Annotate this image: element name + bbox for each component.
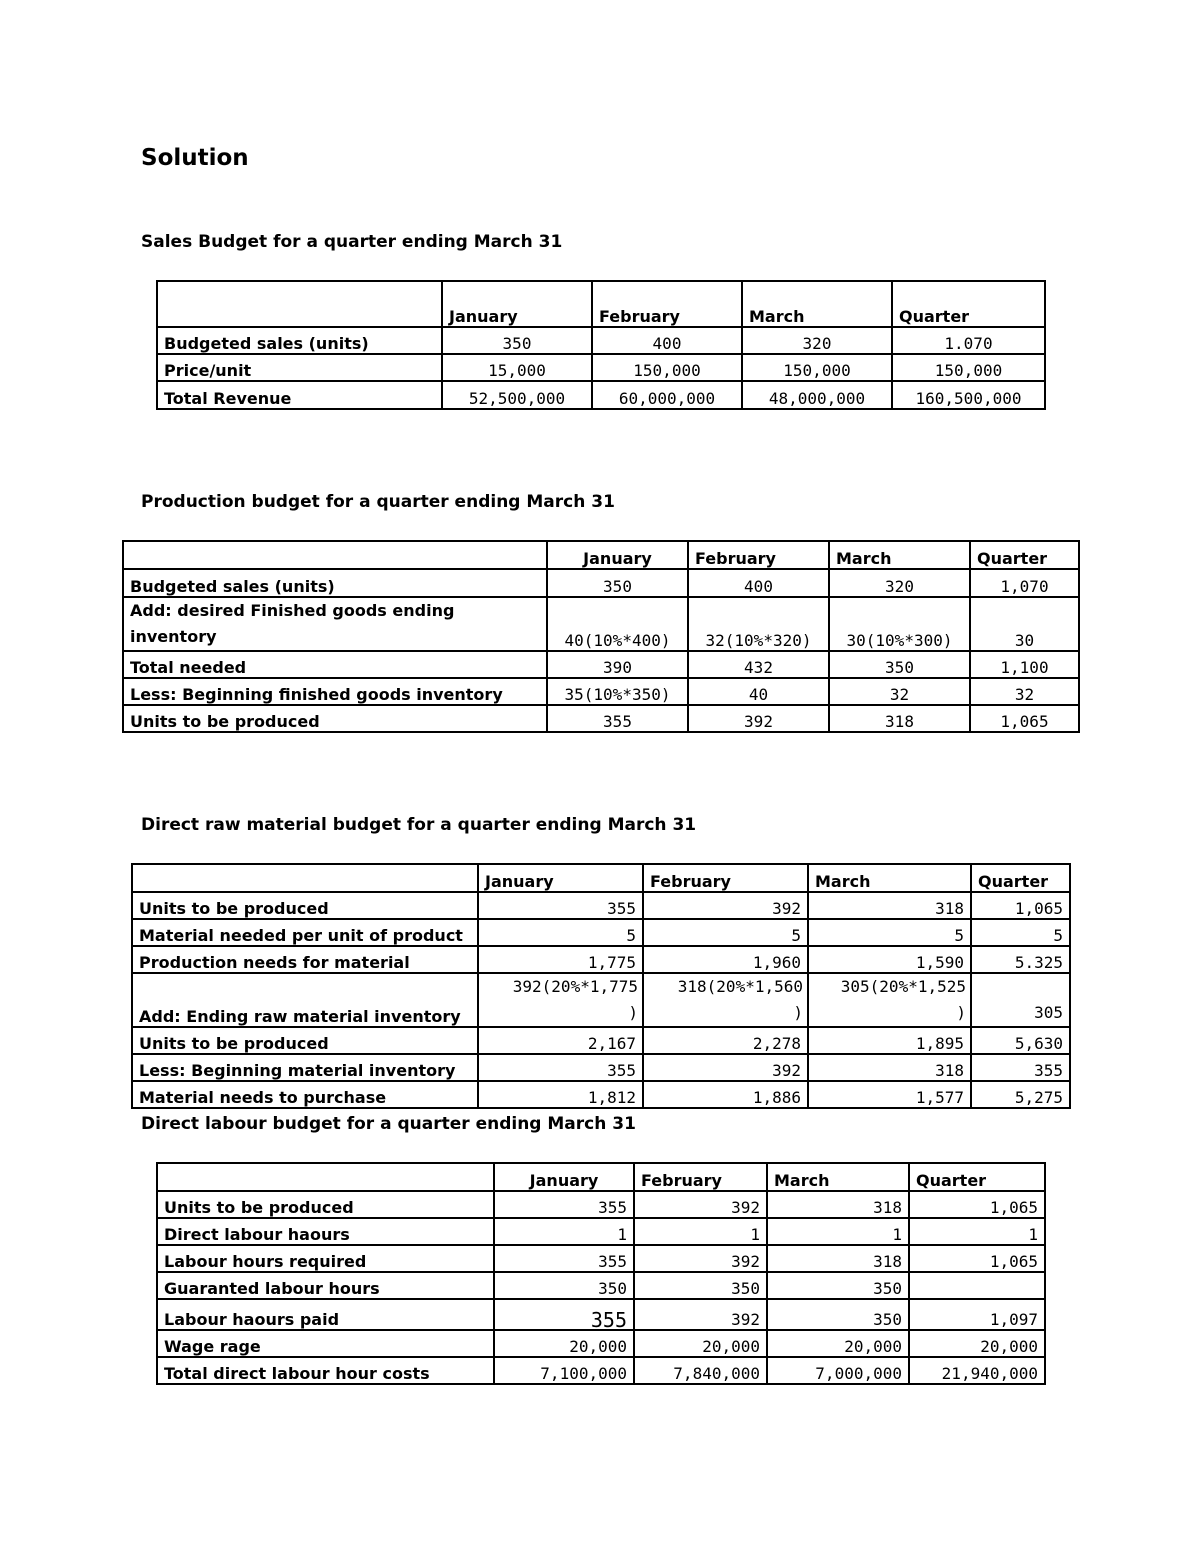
header-cell: Quarter xyxy=(970,541,1079,569)
table-cell: 32 xyxy=(829,678,970,705)
table-cell: 20,000 xyxy=(494,1330,634,1357)
table-cell: 20,000 xyxy=(767,1330,909,1357)
table-cell: 1,065 xyxy=(909,1191,1045,1218)
table-cell: 30 xyxy=(970,597,1079,651)
table-cell: 320 xyxy=(742,327,892,354)
table-cell: 1,775 xyxy=(478,946,643,973)
table-cell: 1,577 xyxy=(808,1081,971,1108)
table-cell: 52,500,000 xyxy=(442,381,592,409)
header-cell: March xyxy=(829,541,970,569)
row-label: Guaranted labour hours xyxy=(157,1272,494,1299)
table-cell: 150,000 xyxy=(892,354,1045,381)
table-cell: 1 xyxy=(767,1218,909,1245)
table-cell: 20,000 xyxy=(634,1330,767,1357)
table-row xyxy=(157,381,1045,409)
table-cell: 5 xyxy=(971,919,1070,946)
table-row xyxy=(157,1245,1045,1272)
table-row xyxy=(132,946,1070,973)
table-cell: 150,000 xyxy=(742,354,892,381)
cell-line: ) xyxy=(628,1003,638,1022)
row-label: Units to be produced xyxy=(157,1191,494,1218)
cell-line: 305(20%*1,525 xyxy=(840,977,966,996)
table-cell: 40 xyxy=(688,678,829,705)
table-row xyxy=(123,569,1079,597)
table-cell: 1,590 xyxy=(808,946,971,973)
table-cell: 60,000,000 xyxy=(592,381,742,409)
table-cell: 350 xyxy=(767,1272,909,1299)
header-cell: Quarter xyxy=(971,864,1070,892)
row-label: Budgeted sales (units) xyxy=(123,569,547,597)
table-cell: 1 xyxy=(494,1218,634,1245)
table-cell: 1,895 xyxy=(808,1027,971,1054)
table-cell: 350 xyxy=(767,1299,909,1330)
header-cell: February xyxy=(592,281,742,327)
table-cell: 432 xyxy=(688,651,829,678)
table-cell: 355 xyxy=(494,1191,634,1218)
table-row xyxy=(157,1330,1045,1357)
row-label: Add: Ending raw material inventory xyxy=(132,973,478,1027)
row-label: Material needed per unit of product xyxy=(132,919,478,946)
table-cell: 318 xyxy=(808,892,971,919)
table-cell: 1,065 xyxy=(971,892,1070,919)
table-cell: 355 xyxy=(478,892,643,919)
table-cell: 350 xyxy=(494,1272,634,1299)
table-cell: 7,100,000 xyxy=(494,1357,634,1384)
table-cell: 392 xyxy=(634,1191,767,1218)
header-cell xyxy=(157,1163,494,1191)
table-cell: 150,000 xyxy=(592,354,742,381)
table-cell: 1 xyxy=(634,1218,767,1245)
header-cell: Quarter xyxy=(892,281,1045,327)
table-cell: 5.325 xyxy=(971,946,1070,973)
table-cell: 318 xyxy=(767,1245,909,1272)
table-cell: 355 xyxy=(494,1299,634,1330)
table-cell: 1,100 xyxy=(970,651,1079,678)
header-cell: January xyxy=(494,1163,634,1191)
raw-material-budget-title: Direct raw material budget for a quarter ending March 31 xyxy=(141,815,697,835)
labour-budget-title: Direct labour budget for a quarter ending March 31 xyxy=(141,1114,636,1134)
header-cell: February xyxy=(634,1163,767,1191)
sales-budget-table xyxy=(156,280,1046,410)
production-budget-title: Production budget for a quarter ending March 31 xyxy=(141,492,615,512)
table-cell: 48,000,000 xyxy=(742,381,892,409)
table-row xyxy=(132,1081,1070,1108)
table-cell: 392 xyxy=(688,705,829,732)
table-cell: 1 xyxy=(909,1218,1045,1245)
row-label-line: inventory xyxy=(130,627,217,646)
table-header-row xyxy=(132,864,1070,892)
row-label: Total Revenue xyxy=(157,381,442,409)
table-cell: 350 xyxy=(829,651,970,678)
table-row xyxy=(157,354,1045,381)
row-label: Direct labour haours xyxy=(157,1218,494,1245)
row-label: Production needs for material xyxy=(132,946,478,973)
table-cell: 392 xyxy=(634,1299,767,1330)
table-cell: 318 xyxy=(767,1191,909,1218)
table-cell xyxy=(909,1272,1045,1299)
table-cell: 15,000 xyxy=(442,354,592,381)
table-row xyxy=(123,651,1079,678)
row-label xyxy=(123,597,547,651)
table-cell: 400 xyxy=(688,569,829,597)
table-cell: 350 xyxy=(634,1272,767,1299)
table-cell: 320 xyxy=(829,569,970,597)
table-cell: 20,000 xyxy=(909,1330,1045,1357)
header-cell: February xyxy=(643,864,808,892)
table-cell: 400 xyxy=(592,327,742,354)
table-cell: 30(10%*300) xyxy=(829,597,970,651)
table-cell: 318 xyxy=(808,1054,971,1081)
table-row xyxy=(157,1218,1045,1245)
table-cell: 7,840,000 xyxy=(634,1357,767,1384)
table-cell: 1,065 xyxy=(909,1245,1045,1272)
table-row xyxy=(123,678,1079,705)
table-cell: 160,500,000 xyxy=(892,381,1045,409)
table-cell: 40(10%*400) xyxy=(547,597,688,651)
row-label: Price/unit xyxy=(157,354,442,381)
table-cell: 2,278 xyxy=(643,1027,808,1054)
row-label: Units to be produced xyxy=(132,892,478,919)
table-cell: 1,070 xyxy=(970,569,1079,597)
table-cell: 350 xyxy=(442,327,592,354)
header-cell: February xyxy=(688,541,829,569)
table-cell xyxy=(643,973,808,1027)
header-cell: January xyxy=(442,281,592,327)
table-row xyxy=(123,705,1079,732)
row-label-line: Add: desired Finished goods ending xyxy=(130,601,455,620)
table-cell: 5 xyxy=(808,919,971,946)
table-cell xyxy=(478,973,643,1027)
cell-line: 392(20%*1,775 xyxy=(512,977,638,996)
header-cell xyxy=(132,864,478,892)
row-label: Material needs to purchase xyxy=(132,1081,478,1108)
table-cell: 21,940,000 xyxy=(909,1357,1045,1384)
table-row xyxy=(132,919,1070,946)
row-label: Labour haours paid xyxy=(157,1299,494,1330)
table-cell: 392 xyxy=(643,1054,808,1081)
table-cell: 1,886 xyxy=(643,1081,808,1108)
table-cell: 5 xyxy=(643,919,808,946)
row-label: Less: Beginning material inventory xyxy=(132,1054,478,1081)
table-cell: 355 xyxy=(971,1054,1070,1081)
table-cell: 390 xyxy=(547,651,688,678)
table-header-row xyxy=(157,1163,1045,1191)
table-cell: 2,167 xyxy=(478,1027,643,1054)
table-cell: 5,275 xyxy=(971,1081,1070,1108)
header-cell xyxy=(123,541,547,569)
row-label: Units to be produced xyxy=(123,705,547,732)
table-cell: 1.070 xyxy=(892,327,1045,354)
raw-material-budget-table xyxy=(131,863,1071,1109)
table-row xyxy=(132,892,1070,919)
table-row xyxy=(123,597,1079,651)
table-cell: 392 xyxy=(634,1245,767,1272)
table-row xyxy=(157,1299,1045,1330)
table-cell: 32 xyxy=(970,678,1079,705)
table-cell: 1,097 xyxy=(909,1299,1045,1330)
table-cell xyxy=(808,973,971,1027)
cell-line: 318(20%*1,560 xyxy=(677,977,803,996)
table-cell: 350 xyxy=(547,569,688,597)
table-cell: 35(10%*350) xyxy=(547,678,688,705)
row-label: Total needed xyxy=(123,651,547,678)
table-row xyxy=(132,973,1070,1027)
table-cell: 355 xyxy=(478,1054,643,1081)
table-header-row xyxy=(123,541,1079,569)
sales-budget-title: Sales Budget for a quarter ending March 31 xyxy=(141,232,563,252)
table-cell: 1,812 xyxy=(478,1081,643,1108)
table-cell: 32(10%*320) xyxy=(688,597,829,651)
row-label: Labour hours required xyxy=(157,1245,494,1272)
row-label: Total direct labour hour costs xyxy=(157,1357,494,1384)
table-header-row xyxy=(157,281,1045,327)
row-label: Less: Beginning finished goods inventory xyxy=(123,678,547,705)
header-cell: January xyxy=(478,864,643,892)
table-cell: 1,065 xyxy=(970,705,1079,732)
row-label: Budgeted sales (units) xyxy=(157,327,442,354)
row-label: Wage rage xyxy=(157,1330,494,1357)
cell-line: ) xyxy=(793,1003,803,1022)
table-cell: 355 xyxy=(547,705,688,732)
header-cell: Quarter xyxy=(909,1163,1045,1191)
page-title: Solution xyxy=(141,145,249,171)
header-cell: March xyxy=(808,864,971,892)
table-row xyxy=(157,1357,1045,1384)
labour-budget-table xyxy=(156,1162,1046,1385)
header-cell xyxy=(157,281,442,327)
cell-line: 305 xyxy=(1034,1003,1063,1022)
table-cell: 392 xyxy=(643,892,808,919)
row-label: Units to be produced xyxy=(132,1027,478,1054)
table-row xyxy=(157,1191,1045,1218)
table-cell: 5 xyxy=(478,919,643,946)
table-row xyxy=(132,1027,1070,1054)
header-cell: March xyxy=(767,1163,909,1191)
table-row xyxy=(157,327,1045,354)
table-cell: 355 xyxy=(494,1245,634,1272)
header-cell: January xyxy=(547,541,688,569)
table-cell: 5,630 xyxy=(971,1027,1070,1054)
table-cell xyxy=(971,973,1070,1027)
cell-line: ) xyxy=(956,1003,966,1022)
production-budget-table xyxy=(122,540,1080,733)
table-cell: 1,960 xyxy=(643,946,808,973)
table-cell: 7,000,000 xyxy=(767,1357,909,1384)
table-row xyxy=(132,1054,1070,1081)
header-cell: March xyxy=(742,281,892,327)
table-row xyxy=(157,1272,1045,1299)
table-cell: 318 xyxy=(829,705,970,732)
